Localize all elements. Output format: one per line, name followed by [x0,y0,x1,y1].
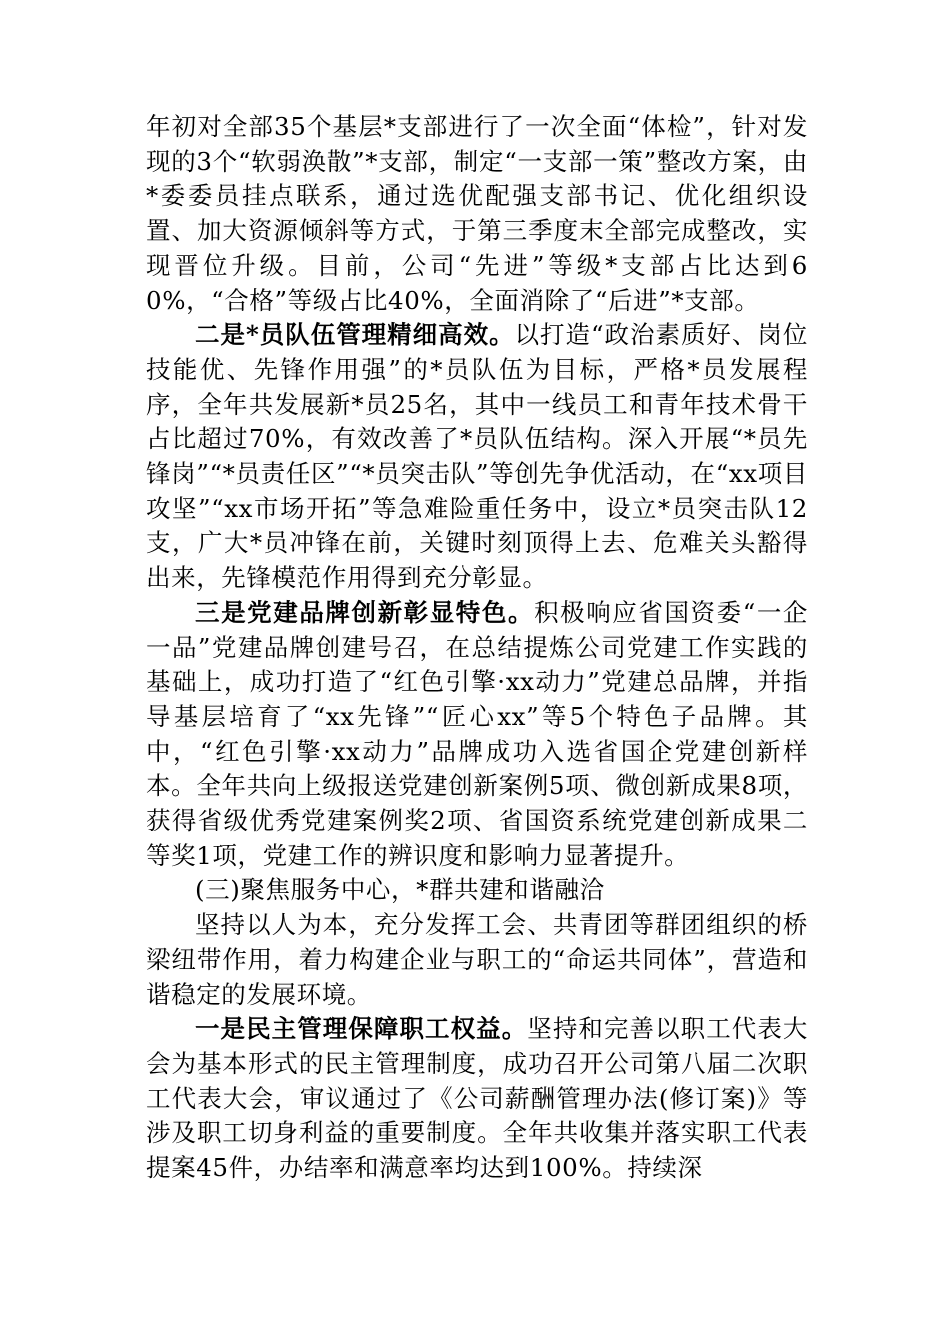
paragraph-text: 坚持和完善以职工代表大会为基本形式的民主管理制度，成功召开公司第八届二次职工代表大会，审议通过了《公司薪酬管理办法(修订案)》等涉及职工切身利益的重要制度。全年共收集并落实职工代表提案45件，办结率和满意率均达到100%。持续深 [146,1014,808,1183]
document-body [146,110,808,1186]
paragraph-text: 积极响应省国资委“一企一品”党建品牌创建号召，在总结提炼公司党建工作实践的基础上，成功打造了“红色引擎·xx动力”党建总品牌，并指导基层培育了“xx先锋”“匠心xx”等5个特色子品牌。其中，“红色引擎·xx动力”品牌成功入选省国企党建创新样本。全年共向上级报送党建创新案例5项、微创新成果8项，获得省级优秀党建案例奖2项、省国资系统党建创新成果二等奖1项，党建工作的辨识度和影响力显著提升。 [146,597,808,870]
paragraph-lead: 三是党建品牌创新彰显特色。 [195,597,535,627]
paragraph-party-brand [146,596,808,874]
paragraph-intro [146,908,808,1012]
paragraph-text: 年初对全部35个基层*支部进行了一次全面“体检”，针对发现的3个“软弱涣散”*支部，制定“一支部一策”整改方案，由*委委员挂点联系，通过选优配强支部书记、优化组织设置、加大资源倾斜等方式，于第三季度末全部完成整改，实现晋位升级。目前，公司“先进”等级*支部占比达到60%，“合格”等级占比40%，全面消除了“后进”*支部。 [146,112,808,315]
paragraph-text: 以打造“政治素质好、岗位技能优、先锋作用强”的*员队伍为目标，严格*员发展程序，全年共发展新*员25名，其中一线员工和青年技术骨干占比超过70%，有效改善了*员队伍结构。深入开展“*员先锋岗”“*员责任区”“*员突击队”等创先争优活动，在“xx项目攻坚”“xx市场开拓”等急难险重任务中，设立*员突击队12支，广大*员冲锋在前，关键时刻顶得上去、危难关头豁得出来，先锋模范作用得到充分彰显。 [146,320,808,593]
paragraph-lead: 二是*员队伍管理精细高效。 [195,320,515,350]
section-heading-text: (三)聚焦服务中心，*群共建和谐融洽 [195,875,605,905]
paragraph-democratic-management [146,1012,808,1186]
paragraph-lead: 一是民主管理保障职工权益。 [195,1014,528,1044]
paragraph-continuation [146,110,808,318]
paragraph-party-member-team [146,318,808,596]
section-heading [146,873,808,908]
paragraph-text: 坚持以人为本，充分发挥工会、共青团等群团组织的桥梁纽带作用，着力构建企业与职工的“命运共同体”，营造和谐稳定的发展环境。 [146,910,808,1009]
